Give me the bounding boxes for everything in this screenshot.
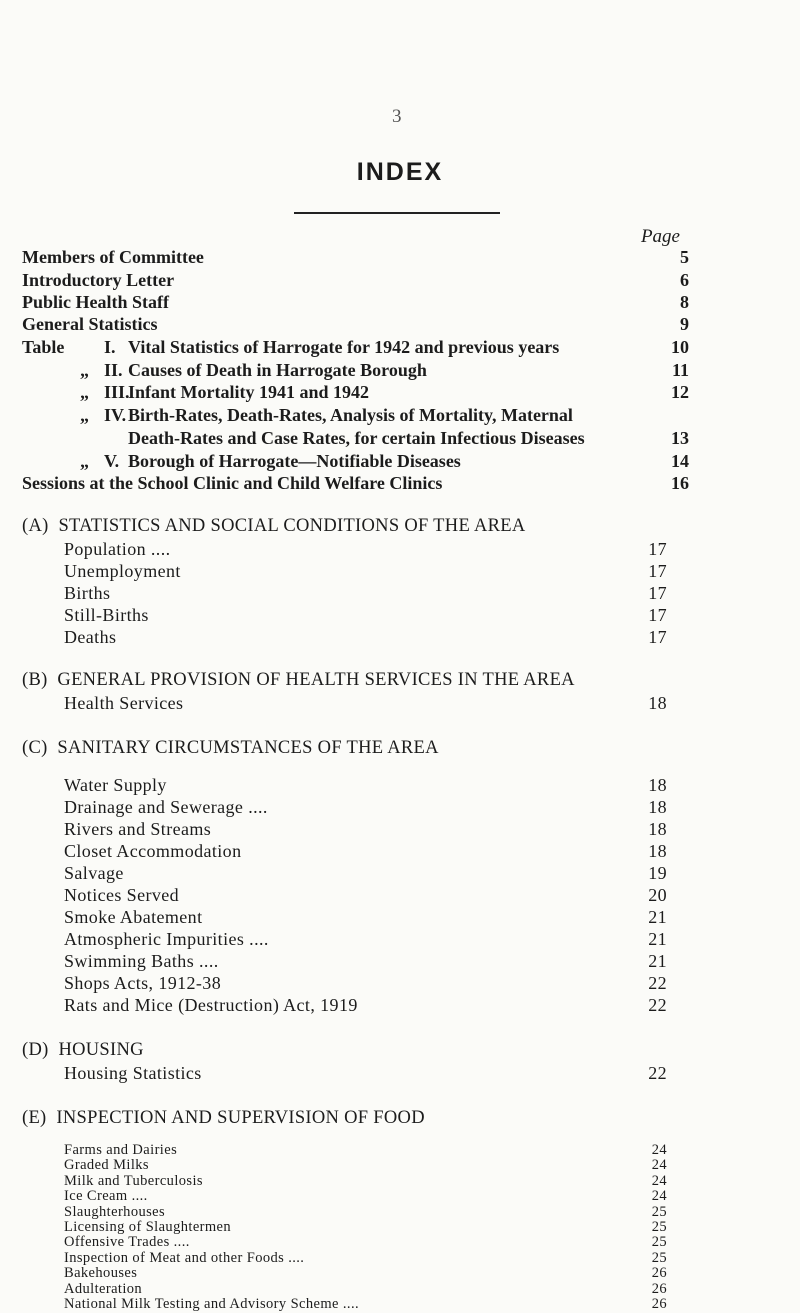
section-c-item bbox=[64, 995, 667, 1016]
item-page: 25 bbox=[651, 1219, 667, 1235]
toc-entry-page: 5 bbox=[680, 247, 689, 267]
toc-entry-title: Public Health Staff bbox=[22, 292, 169, 312]
item-title: Bakehouses bbox=[64, 1265, 138, 1282]
table-numeral: II. bbox=[104, 360, 123, 380]
item-title: Ice Cream .... bbox=[64, 1188, 148, 1205]
toc-entry-page: 13 bbox=[671, 428, 689, 448]
section-b-item bbox=[64, 693, 667, 714]
toc-entry-statistics bbox=[22, 314, 689, 335]
item-title: Salvage bbox=[64, 863, 124, 883]
section-title: HOUSING bbox=[58, 1040, 144, 1060]
item-title: Adulteration bbox=[64, 1280, 143, 1297]
table-numeral: III. bbox=[104, 382, 130, 402]
toc-entry-title: Members of Committee bbox=[22, 247, 204, 267]
item-page: 21 bbox=[648, 929, 667, 949]
table-title: Birth-Rates, Death-Rates, Analysis of Mortality, Maternal bbox=[128, 405, 573, 425]
item-page: 19 bbox=[648, 863, 667, 883]
item-title: Notices Served bbox=[64, 885, 180, 905]
item-title: Still-Births bbox=[64, 605, 149, 625]
toc-entry-title: Introductory Letter bbox=[22, 270, 175, 290]
item-page: 22 bbox=[648, 973, 667, 993]
toc-entry-page: 6 bbox=[680, 270, 689, 290]
item-title: Smoke Abatement bbox=[64, 907, 203, 927]
table-numeral: I. bbox=[104, 337, 116, 357]
item-title: Deaths bbox=[64, 627, 117, 647]
item-page: 21 bbox=[648, 951, 667, 971]
item-title: Housing Statistics bbox=[64, 1063, 202, 1083]
item-page: 24 bbox=[651, 1188, 667, 1205]
section-c-item bbox=[64, 951, 667, 972]
item-page: 25 bbox=[651, 1234, 667, 1251]
section-e-heading bbox=[22, 1108, 425, 1129]
toc-entry-title: Sessions at the School Clinic and Child Welfare Clinics bbox=[22, 473, 443, 493]
item-page: 17 bbox=[648, 561, 667, 581]
item-page: 20 bbox=[648, 885, 667, 905]
item-page: 22 bbox=[648, 995, 667, 1015]
item-page: 18 bbox=[648, 841, 667, 861]
item-page: 18 bbox=[648, 797, 667, 817]
item-page: 17 bbox=[648, 583, 667, 603]
toc-entry-members bbox=[22, 247, 689, 268]
section-a-item bbox=[64, 561, 667, 582]
item-title: Farms and Dairies bbox=[64, 1142, 178, 1158]
table-title: Causes of Death in Harrogate Borough bbox=[128, 360, 427, 380]
item-title: Water Supply bbox=[64, 775, 167, 795]
item-title: Licensing of Slaughtermen bbox=[64, 1219, 232, 1235]
section-letter: (C) bbox=[22, 738, 48, 758]
section-b-heading bbox=[22, 670, 575, 691]
toc-entry-sessions bbox=[22, 473, 722, 494]
table-title: Infant Mortality 1941 and 1942 bbox=[128, 382, 370, 402]
item-title: Atmospheric Impurities .... bbox=[64, 929, 269, 949]
section-c-item bbox=[64, 973, 667, 994]
item-page: 17 bbox=[648, 627, 667, 647]
item-page: 17 bbox=[648, 539, 667, 559]
toc-entry-introductory bbox=[22, 270, 689, 291]
item-title: Inspection of Meat and other Foods .... bbox=[64, 1249, 305, 1266]
section-title: STATISTICS AND SOCIAL CONDITIONS OF THE AREA bbox=[58, 516, 526, 536]
section-title: SANITARY CIRCUMSTANCES OF THE AREA bbox=[57, 738, 439, 758]
section-e-item bbox=[64, 1296, 667, 1313]
section-title: GENERAL PROVISION OF HEALTH SERVICES IN THE AREA bbox=[57, 670, 575, 690]
page-column-label: Page bbox=[640, 226, 680, 247]
item-title: Rivers and Streams bbox=[64, 819, 212, 839]
section-c-item bbox=[64, 885, 667, 906]
section-c-item bbox=[64, 797, 667, 818]
item-page: 25 bbox=[651, 1203, 667, 1220]
section-c-heading bbox=[22, 738, 439, 759]
section-letter: (D) bbox=[22, 1040, 49, 1060]
item-title: National Milk Testing and Advisory Scheme .... bbox=[64, 1296, 360, 1312]
section-c-item bbox=[64, 929, 667, 950]
table-numeral: IV. bbox=[104, 405, 127, 425]
item-title: Unemployment bbox=[64, 561, 181, 581]
table-label: „ bbox=[80, 405, 89, 425]
item-page: 18 bbox=[648, 819, 667, 839]
table-label: „ bbox=[80, 360, 89, 380]
section-c-item bbox=[64, 863, 667, 884]
section-letter: (B) bbox=[22, 670, 48, 690]
toc-entry-page: 8 bbox=[680, 292, 689, 312]
item-title: Swimming Baths .... bbox=[64, 951, 219, 971]
section-title: INSPECTION AND SUPERVISION OF FOOD bbox=[56, 1108, 425, 1128]
item-page: 18 bbox=[648, 775, 667, 795]
table-label: Table bbox=[22, 337, 65, 357]
item-title: Rats and Mice (Destruction) Act, 1919 bbox=[64, 995, 358, 1015]
table-title-continued: Death-Rates and Case Rates, for certain Infectious Diseases bbox=[128, 428, 585, 448]
item-page: 24 bbox=[651, 1157, 667, 1174]
item-page: 21 bbox=[648, 907, 667, 927]
section-d-item bbox=[64, 1063, 667, 1084]
toc-entry-page: 12 bbox=[671, 382, 689, 402]
item-title: Population .... bbox=[64, 539, 171, 559]
item-page: 18 bbox=[648, 693, 667, 713]
table-label: „ bbox=[80, 451, 89, 471]
item-page: 24 bbox=[651, 1142, 667, 1158]
table-numeral: V. bbox=[104, 451, 120, 471]
toc-entry-staff bbox=[22, 292, 689, 313]
item-page: 17 bbox=[648, 605, 667, 625]
table-label: „ bbox=[80, 382, 89, 402]
table-title: Borough of Harrogate—Notifiable Diseases bbox=[128, 451, 461, 471]
page-number: 3 bbox=[392, 106, 402, 127]
item-title: Offensive Trades .... bbox=[64, 1234, 190, 1251]
item-title: Milk and Tuberculosis bbox=[64, 1172, 203, 1189]
item-page: 26 bbox=[651, 1280, 667, 1297]
section-a-item bbox=[64, 583, 667, 604]
section-c-item bbox=[64, 841, 667, 862]
section-letter: (A) bbox=[22, 516, 49, 536]
toc-entry-title: General Statistics bbox=[22, 314, 158, 334]
item-title: Drainage and Sewerage .... bbox=[64, 797, 268, 817]
toc-entry-page: 9 bbox=[680, 314, 689, 334]
section-letter: (E) bbox=[22, 1108, 47, 1128]
toc-entry-page: 14 bbox=[671, 451, 689, 471]
item-page: 22 bbox=[648, 1063, 667, 1083]
section-a-item bbox=[64, 539, 667, 560]
item-title: Shops Acts, 1912-38 bbox=[64, 973, 222, 993]
section-d-heading bbox=[22, 1040, 144, 1061]
item-page: 26 bbox=[651, 1296, 667, 1312]
section-a-item bbox=[64, 627, 667, 648]
item-page: 26 bbox=[651, 1265, 667, 1282]
item-title: Health Services bbox=[64, 693, 184, 713]
page-title: INDEX bbox=[356, 158, 444, 186]
title-rule bbox=[294, 212, 500, 214]
section-c-item bbox=[64, 775, 667, 796]
item-page: 25 bbox=[651, 1249, 667, 1266]
section-a-heading bbox=[22, 516, 526, 537]
item-page: 24 bbox=[651, 1172, 667, 1189]
item-title: Graded Milks bbox=[64, 1157, 149, 1174]
item-title: Slaughterhouses bbox=[64, 1203, 166, 1220]
toc-entry-page: 16 bbox=[671, 473, 689, 493]
item-title: Births bbox=[64, 583, 111, 603]
section-c-item bbox=[64, 907, 667, 928]
item-title: Closet Accommodation bbox=[64, 841, 242, 861]
table-title: Vital Statistics of Harrogate for 1942 and previous years bbox=[128, 337, 560, 357]
section-a-item bbox=[64, 605, 667, 626]
toc-entry-page: 10 bbox=[671, 337, 689, 357]
section-c-item bbox=[64, 819, 667, 840]
toc-entry-page: 11 bbox=[671, 360, 689, 380]
